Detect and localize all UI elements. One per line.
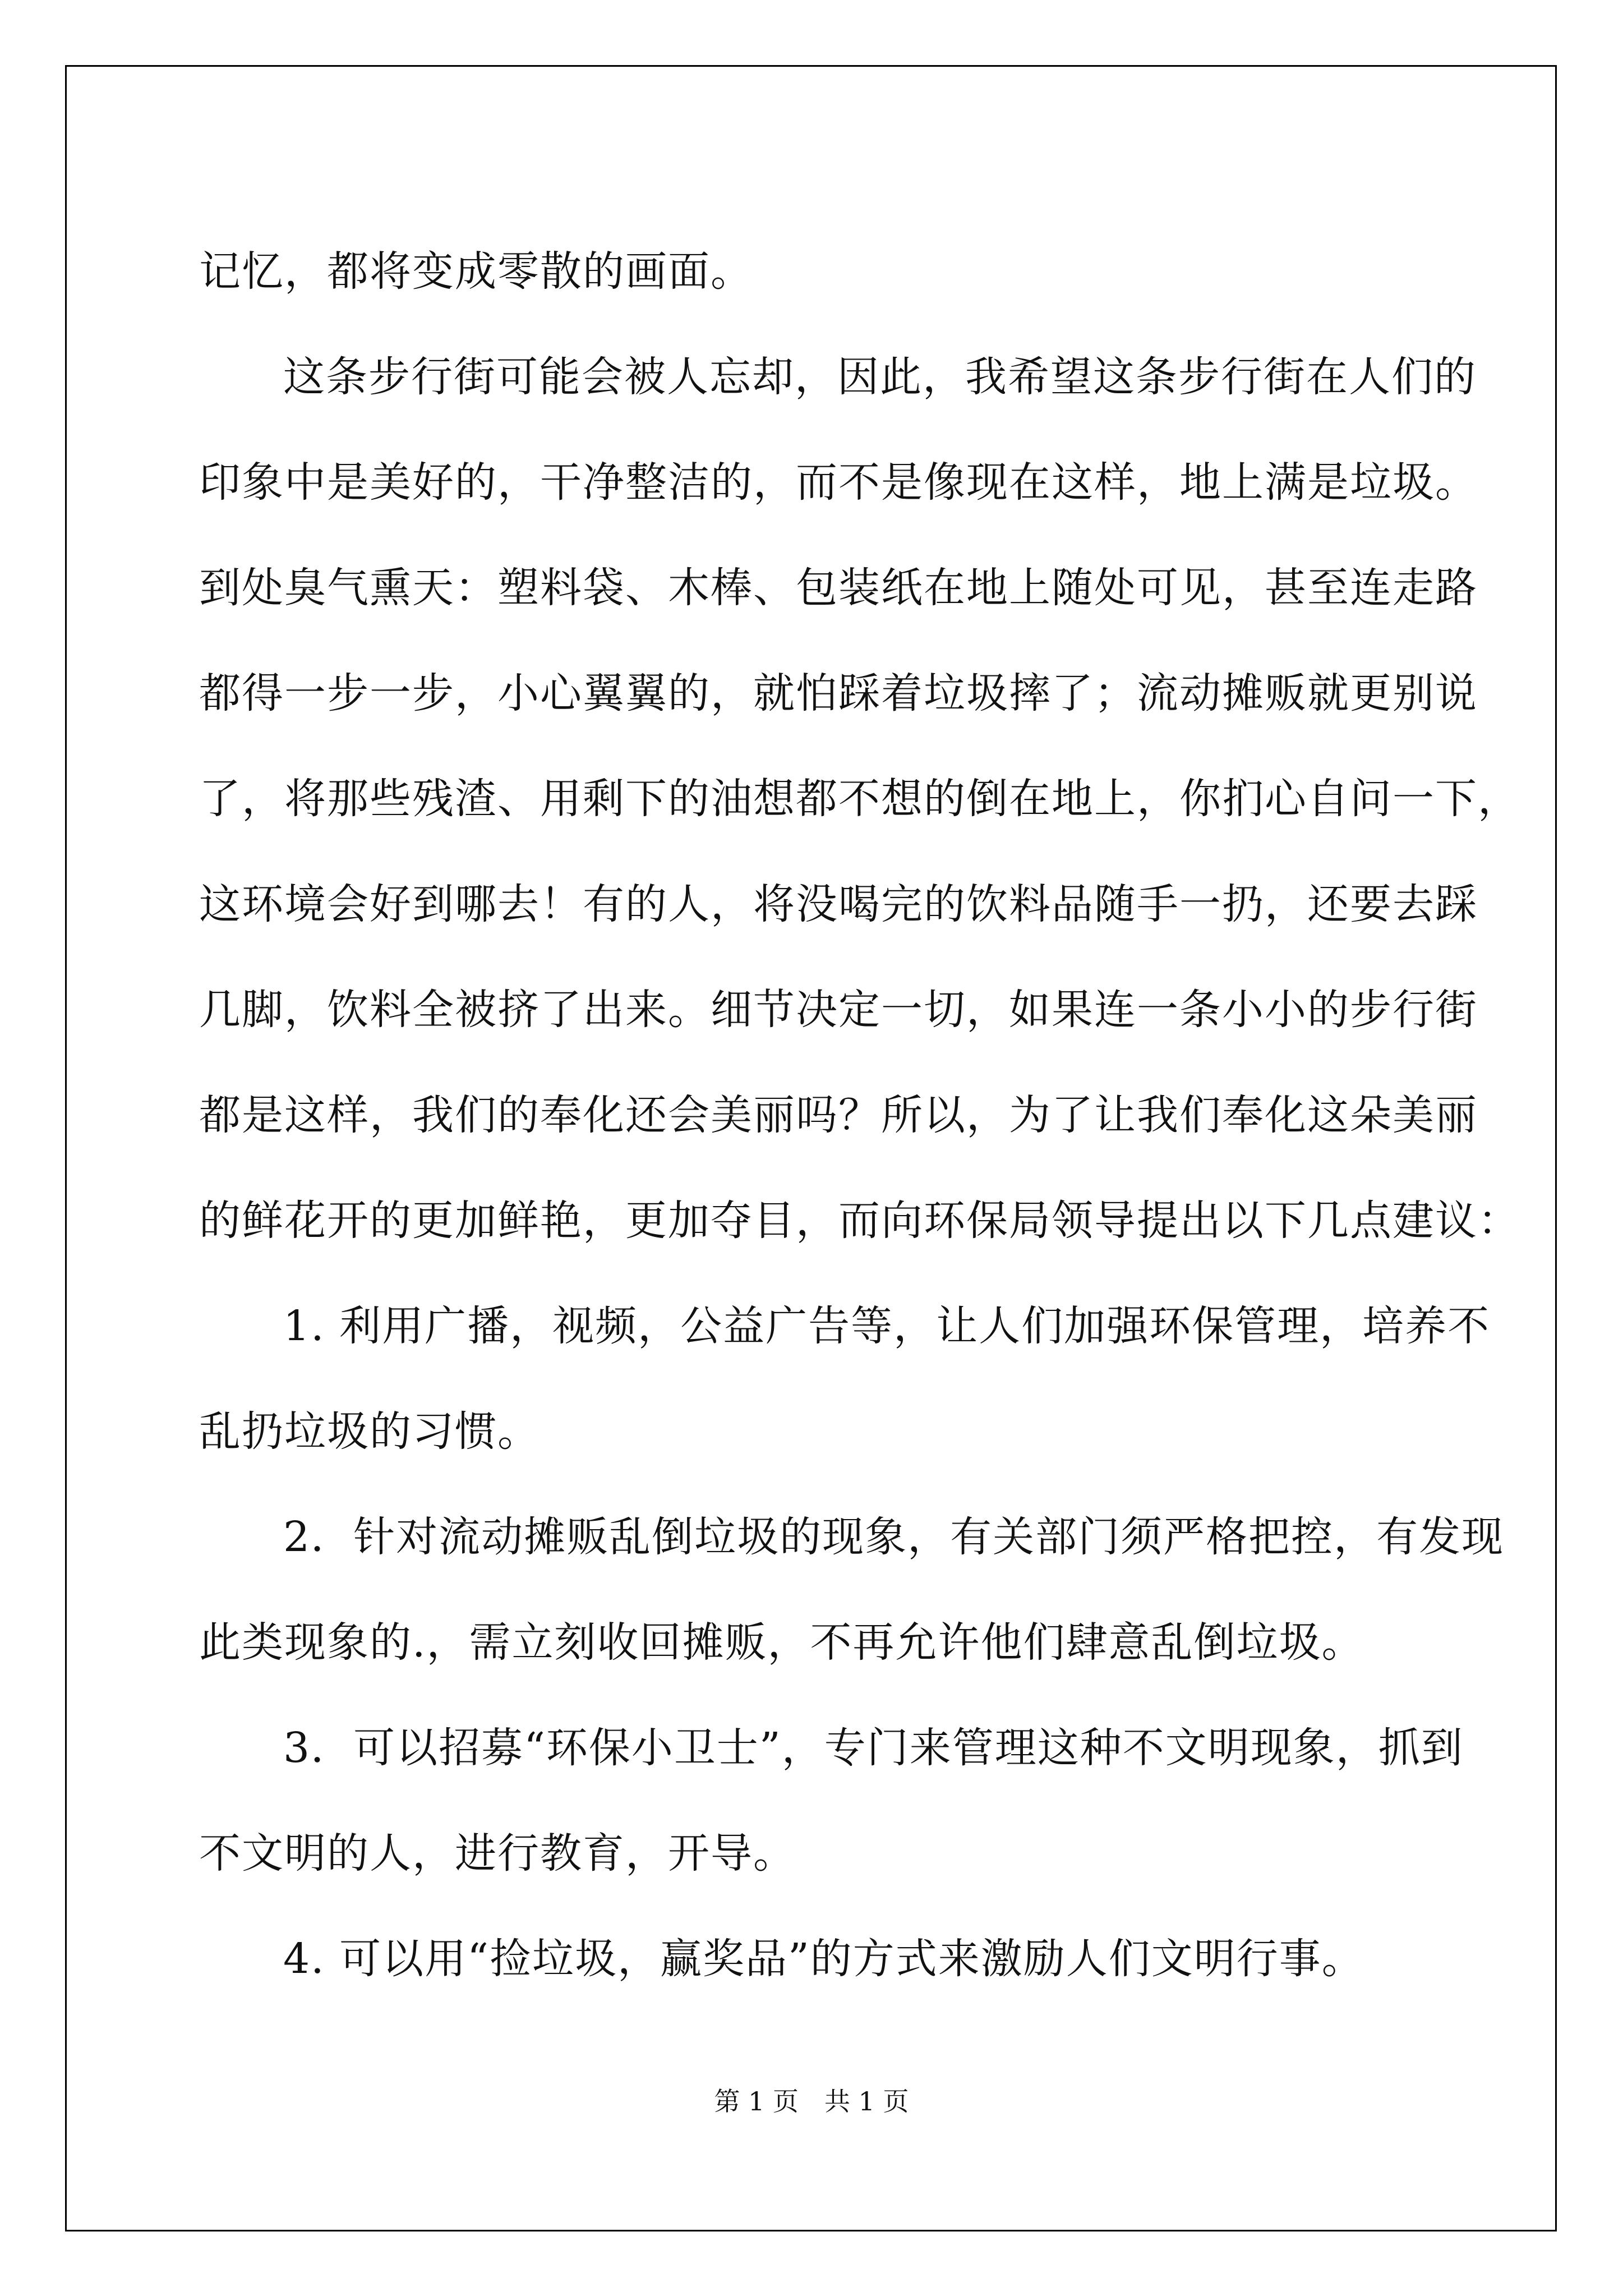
page-number: 第 1 页 bbox=[714, 2086, 799, 2116]
text-line: 这条步行街可能会被人忘却，因此，我希望这条步行街在人们的 bbox=[283, 353, 1477, 401]
text-line: 乱扔垃圾的习惯。 bbox=[199, 1407, 540, 1456]
text-line: 记忆，都将变成零散的画面。 bbox=[199, 247, 753, 296]
text-line: 到处臭气熏天：塑料袋、木棒、包装纸在地上随处可见，甚至连走路 bbox=[199, 564, 1478, 612]
text-line: 2．针对流动摊贩乱倒垃圾的现象，有关部门须严格把控，有发现 bbox=[283, 1513, 1505, 1561]
text-line: 此类现象的.，需立刻收回摊贩，不再允许他们肆意乱倒垃圾。 bbox=[199, 1618, 1364, 1667]
text-line: 的鲜花开的更加鲜艳，更加夺目，而向环保局领导提出以下几点建议： bbox=[199, 1197, 1520, 1245]
text-line: 了，将那些残渣、用剩下的油想都不想的倒在地上，你扪心自问一下， bbox=[199, 775, 1520, 823]
text-line: 几脚，饮料全被挤了出来。细节决定一切，如果连一条小小的步行街 bbox=[199, 986, 1478, 1034]
text-line: 不文明的人，进行教育，开导。 bbox=[199, 1829, 796, 1878]
text-line: 都得一步一步，小心翼翼的，就怕踩着垃圾摔了；流动摊贩就更别说 bbox=[199, 669, 1478, 717]
page-footer bbox=[0, 2081, 1623, 2118]
text-line: 1. 利用广播，视频，公益广告等，让人们加强环保管理，培养不 bbox=[283, 1302, 1491, 1350]
total-pages: 共 1 页 bbox=[824, 2086, 909, 2116]
text-line: 3．可以招募“环保小卫士”，专门来管理这种不文明现象，抓到 bbox=[283, 1724, 1464, 1772]
text-line: 印象中是美好的，干净整洁的，而不是像现在这样，地上满是垃圾。 bbox=[199, 458, 1478, 507]
document-body bbox=[199, 219, 1520, 2012]
text-line: 这环境会好到哪去！有的人，将没喝完的饮料品随手一扔，还要去踩 bbox=[199, 880, 1478, 928]
text-line: 4. 可以用“捡垃圾，赢奖品”的方式来激励人们文明行事。 bbox=[283, 1935, 1364, 1983]
text-line: 都是这样，我们的奉化还会美丽吗？所以，为了让我们奉化这朵美丽 bbox=[199, 1091, 1478, 1139]
